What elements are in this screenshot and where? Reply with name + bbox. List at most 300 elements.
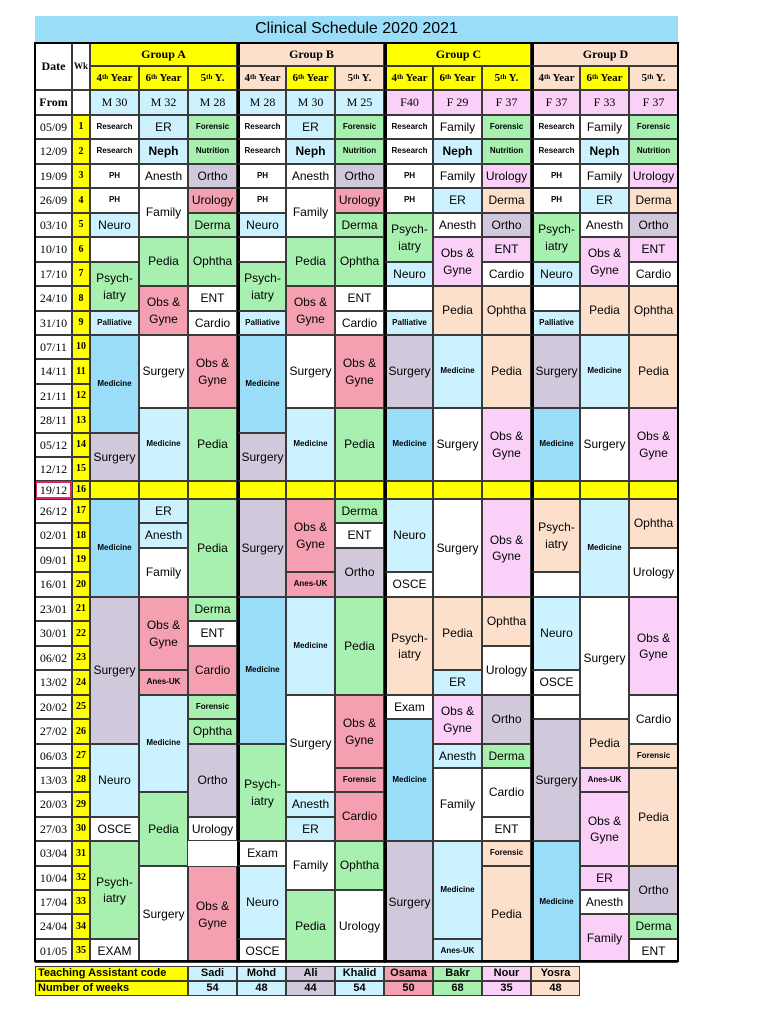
rotation-block: Surgery	[237, 499, 286, 597]
rotation-block: Family	[139, 188, 188, 237]
row-date: 13/02	[35, 670, 72, 695]
rotation-block: Medicine	[90, 499, 139, 597]
rotation-block: Obs & Gyne	[433, 237, 482, 286]
rotation-block: Research	[531, 139, 580, 164]
rotation-block: Palliative	[384, 311, 433, 335]
rotation-block: Research	[237, 139, 286, 164]
rotation-block: Family	[286, 188, 335, 237]
rotation-block: Medicine	[531, 841, 580, 963]
rotation-block: Obs & Gyne	[335, 335, 384, 408]
rotation-block: Nutrition	[482, 139, 531, 164]
rotation-block: Anesth	[580, 213, 629, 237]
row-date: 28/11	[35, 408, 72, 433]
row-week: 13	[72, 408, 90, 433]
row-week: 18	[72, 523, 90, 548]
row-week: 10	[72, 335, 90, 359]
rotation-block: Anesth	[433, 744, 482, 768]
rotation-block: Ophtha	[188, 237, 237, 286]
rotation-block: Pedia	[433, 597, 482, 670]
row-date: 31/10	[35, 311, 72, 335]
row-week: 20	[72, 572, 90, 597]
rotation-block: ENT	[335, 286, 384, 311]
rotation-block: Neuro	[384, 262, 433, 286]
rotation-block: Surgery	[531, 719, 580, 841]
rotation-block: Surgery	[580, 408, 629, 481]
rotation-block: Cardio	[188, 646, 237, 695]
rotation-block: Obs & Gyne	[188, 866, 237, 963]
rotation-block: Pedia	[482, 866, 531, 963]
student-count: M 28	[237, 90, 286, 115]
rotation-block: Derma	[629, 914, 678, 939]
rotation-block: Surgery	[433, 408, 482, 481]
year-header: 4 th Year	[384, 66, 433, 90]
year-header: 6 th Year	[580, 66, 629, 90]
row-week: 21	[72, 597, 90, 621]
rotation-block: Cardio	[482, 262, 531, 286]
rotation-block: Obs & Gyne	[286, 499, 335, 572]
holiday-bar	[384, 481, 433, 499]
group-header: Group A	[90, 42, 237, 66]
year-header: 6 th Year	[139, 66, 188, 90]
holiday-bar	[433, 481, 482, 499]
rotation-block: Forensic	[629, 115, 678, 139]
rotation-block: Pedia	[286, 237, 335, 286]
rotation-block: Neph	[433, 139, 482, 164]
rotation-block: Neuro	[531, 597, 580, 670]
rotation-block: Anesth	[580, 890, 629, 914]
student-count: M 28	[188, 90, 237, 115]
row-date: 16/01	[35, 572, 72, 597]
rotation-block: PH	[90, 164, 139, 188]
ta-code: Ali	[286, 966, 335, 981]
rotation-block: Research	[384, 115, 433, 139]
year-header: 5 th Y.	[335, 66, 384, 90]
rotation-block: ENT	[188, 286, 237, 311]
rotation-block: Ophtha	[482, 286, 531, 335]
row-week: 24	[72, 670, 90, 695]
year-header: 5 th Y.	[482, 66, 531, 90]
rotation-block: Urology	[188, 188, 237, 213]
rotation-block: Urology	[482, 646, 531, 695]
rotation-block: Derma	[188, 597, 237, 621]
ta-code: Yosra	[531, 966, 580, 981]
rotation-block: Research	[531, 115, 580, 139]
row-week: 32	[72, 866, 90, 890]
ta-weeks: 48	[237, 981, 286, 996]
rotation-block	[531, 286, 580, 311]
rotation-block: Psych- iatry	[90, 841, 139, 939]
row-week: 16	[72, 481, 90, 499]
holiday-bar	[237, 481, 286, 499]
student-count: F 37	[629, 90, 678, 115]
rotation-block: ENT	[629, 237, 678, 262]
row-week: 33	[72, 890, 90, 914]
rotation-block: Nutrition	[335, 139, 384, 164]
rotation-block: Ortho	[482, 695, 531, 744]
page-title: Clinical Schedule 2020 2021	[35, 16, 678, 42]
ta-weeks: 48	[531, 981, 580, 996]
holiday-bar	[482, 481, 531, 499]
rotation-block: ENT	[188, 621, 237, 646]
rotation-block: Forensic	[188, 115, 237, 139]
ta-code: Sadi	[188, 966, 237, 981]
year-header: 6 th Year	[433, 66, 482, 90]
rotation-block: Family	[433, 164, 482, 188]
row-date: 09/01	[35, 548, 72, 572]
rotation-block: Research	[384, 139, 433, 164]
ta-code: Nour	[482, 966, 531, 981]
rotation-block: ER	[286, 115, 335, 139]
rotation-block: Pedia	[580, 719, 629, 768]
row-date: 27/03	[35, 817, 72, 841]
rotation-block: Anes-UK	[139, 670, 188, 695]
rotation-block: Pedia	[335, 408, 384, 481]
rotation-block: Psych- iatry	[384, 597, 433, 695]
rotation-block: OSCE	[237, 939, 286, 963]
rotation-block: Surgery	[531, 335, 580, 408]
rotation-block: PH	[531, 164, 580, 188]
row-date: 10/10	[35, 237, 72, 262]
rotation-block: Neuro	[384, 499, 433, 572]
year-header: 6 th Year	[286, 66, 335, 90]
rotation-block: Ortho	[629, 213, 678, 237]
rotation-block: Anesth	[286, 792, 335, 817]
rotation-block: Anes-UK	[433, 939, 482, 963]
rotation-block: ER	[580, 866, 629, 890]
row-date: 19/12	[35, 481, 72, 499]
rotation-block: Family	[286, 841, 335, 890]
rotation-block: Surgery	[90, 433, 139, 481]
rotation-block: Family	[433, 768, 482, 841]
rotation-block: Surgery	[433, 499, 482, 597]
rotation-block: Surgery	[90, 597, 139, 744]
row-week: 26	[72, 719, 90, 744]
rotation-block: Medicine	[384, 719, 433, 841]
rotation-block: Pedia	[139, 792, 188, 866]
rotation-block	[531, 695, 580, 719]
rotation-block: PH	[531, 188, 580, 213]
row-date: 23/01	[35, 597, 72, 621]
row-week: 28	[72, 768, 90, 792]
rotation-block: Ortho	[335, 548, 384, 597]
rotation-block: Anes-UK	[286, 572, 335, 597]
rotation-block: ENT	[482, 237, 531, 262]
row-date: 26/12	[35, 499, 72, 523]
row-date: 17/10	[35, 262, 72, 286]
rotation-block: Forensic	[629, 744, 678, 768]
row-date: 14/11	[35, 359, 72, 384]
rotation-block: Obs & Gyne	[580, 237, 629, 286]
rotation-block: Medicine	[580, 499, 629, 597]
student-count: F 37	[531, 90, 580, 115]
rotation-block: Medicine	[531, 408, 580, 481]
holiday-bar	[629, 481, 678, 499]
rotation-block: Cardio	[335, 311, 384, 335]
rotation-block: Obs & Gyne	[139, 597, 188, 670]
rotation-block: Family	[580, 115, 629, 139]
row-date: 26/09	[35, 188, 72, 213]
holiday-bar	[580, 481, 629, 499]
rotation-block: PH	[237, 188, 286, 213]
rotation-block: Pedia	[629, 335, 678, 408]
row-week: 5	[72, 213, 90, 237]
rotation-block: Psych- iatry	[384, 213, 433, 262]
rotation-block: Medicine	[139, 408, 188, 481]
row-date: 24/04	[35, 914, 72, 939]
rotation-block: Anesth	[286, 164, 335, 188]
rotation-block: Ortho	[335, 164, 384, 188]
rotation-block: Medicine	[433, 841, 482, 939]
rotation-block: OSCE	[384, 572, 433, 597]
rotation-block: Obs & Gyne	[188, 335, 237, 408]
rotation-block: Forensic	[482, 115, 531, 139]
rotation-block: Obs & Gyne	[580, 792, 629, 866]
rotation-block: ENT	[335, 523, 384, 548]
rotation-block: Surgery	[237, 433, 286, 481]
rotation-block: Medicine	[237, 597, 286, 744]
rotation-block: Ophtha	[629, 499, 678, 548]
rotation-block: Urology	[629, 164, 678, 188]
rotation-block: Palliative	[531, 311, 580, 335]
rotation-block: Family	[580, 164, 629, 188]
row-week: 3	[72, 164, 90, 188]
row-date: 06/03	[35, 744, 72, 768]
row-date: 01/05	[35, 939, 72, 963]
rotation-block: Exam	[384, 695, 433, 719]
rotation-block: Neph	[580, 139, 629, 164]
rotation-block: Surgery	[384, 841, 433, 963]
rotation-block: Ortho	[188, 744, 237, 817]
rotation-block: Ophtha	[482, 597, 531, 646]
rotation-block: Research	[237, 115, 286, 139]
rotation-block: ER	[433, 670, 482, 695]
rotation-block: Cardio	[629, 695, 678, 744]
from-label: From	[35, 90, 72, 115]
rotation-block: Obs & Gyne	[629, 597, 678, 695]
rotation-block: Obs & Gyne	[433, 695, 482, 744]
row-week: 31	[72, 841, 90, 866]
ta-weeks: 68	[433, 981, 482, 996]
rotation-block: Forensic	[335, 115, 384, 139]
rotation-block: OSCE	[90, 817, 139, 841]
rotation-block: Pedia	[188, 499, 237, 597]
holiday-bar	[188, 481, 237, 499]
row-date: 05/09	[35, 115, 72, 139]
rotation-block: Pedia	[433, 286, 482, 335]
row-date: 02/01	[35, 523, 72, 548]
student-count: M 30	[90, 90, 139, 115]
rotation-block: Palliative	[90, 311, 139, 335]
rotation-block: Cardio	[482, 768, 531, 817]
ta-weeks: 54	[335, 981, 384, 996]
rotation-block: Forensic	[335, 768, 384, 792]
rotation-block: Urology	[188, 817, 237, 841]
rotation-block: Surgery	[139, 335, 188, 408]
rotation-block: Ortho	[188, 164, 237, 188]
rotation-block: Family	[580, 914, 629, 963]
rotation-block: Pedia	[188, 408, 237, 481]
wk-header: Wk	[72, 42, 90, 90]
student-count: F 29	[433, 90, 482, 115]
holiday-bar	[335, 481, 384, 499]
rotation-block	[531, 572, 580, 597]
year-header: 4 th Year	[531, 66, 580, 90]
rotation-block: OSCE	[531, 670, 580, 695]
rotation-block: Anes-UK	[580, 768, 629, 792]
ta-weeks: 50	[384, 981, 433, 996]
row-date: 21/11	[35, 384, 72, 408]
row-date: 20/02	[35, 695, 72, 719]
rotation-block: Derma	[482, 744, 531, 768]
rotation-block: Obs & Gyne	[335, 695, 384, 768]
rotation-block: Research	[90, 139, 139, 164]
rotation-block: Pedia	[629, 768, 678, 866]
rotation-block: Derma	[335, 213, 384, 237]
holiday-bar	[286, 481, 335, 499]
ta-code: Osama	[384, 966, 433, 981]
rotation-block: ER	[580, 188, 629, 213]
rotation-block: Exam	[237, 841, 286, 866]
row-date: 19/09	[35, 164, 72, 188]
rotation-block: Cardio	[335, 792, 384, 841]
rotation-block: ENT	[629, 939, 678, 963]
row-date: 12/09	[35, 139, 72, 164]
rotation-block: Obs & Gyne	[482, 408, 531, 481]
row-date: 30/01	[35, 621, 72, 646]
student-count: M 30	[286, 90, 335, 115]
row-week: 8	[72, 286, 90, 311]
row-week: 9	[72, 311, 90, 335]
row-week: 6	[72, 237, 90, 262]
row-date: 06/02	[35, 646, 72, 670]
rotation-block: Nutrition	[188, 139, 237, 164]
student-count: M 25	[335, 90, 384, 115]
rotation-block: Anesth	[139, 164, 188, 188]
row-date: 07/11	[35, 335, 72, 359]
rotation-block: Surgery	[286, 335, 335, 408]
rotation-block: PH	[90, 188, 139, 213]
rotation-block: Surgery	[139, 866, 188, 963]
ta-weeks: 35	[482, 981, 531, 996]
row-week: 12	[72, 384, 90, 408]
row-date: 05/12	[35, 433, 72, 457]
rotation-block: Medicine	[384, 408, 433, 481]
rotation-block: ER	[286, 817, 335, 841]
group-header: Group D	[531, 42, 678, 66]
rotation-block: Palliative	[237, 311, 286, 335]
rotation-block: Ortho	[629, 866, 678, 914]
ta-code: Khalid	[335, 966, 384, 981]
rotation-block: Ortho	[482, 213, 531, 237]
row-week: 29	[72, 792, 90, 817]
rotation-block: Derma	[629, 188, 678, 213]
row-week: 34	[72, 914, 90, 939]
rotation-block: Urology	[482, 164, 531, 188]
rotation-block: Urology	[335, 890, 384, 963]
row-date: 12/12	[35, 457, 72, 481]
rotation-block: Derma	[335, 499, 384, 523]
rotation-block: Neuro	[531, 262, 580, 286]
rotation-block: Ophtha	[335, 841, 384, 890]
holiday-bar	[90, 481, 139, 499]
rotation-block: Ophtha	[629, 286, 678, 335]
row-week: 11	[72, 359, 90, 384]
rotation-block: Psych- iatry	[531, 499, 580, 572]
rotation-block: Neuro	[237, 866, 286, 939]
rotation-block: EXAM	[90, 939, 139, 963]
rotation-block: Surgery	[384, 335, 433, 408]
row-date: 03/04	[35, 841, 72, 866]
row-date: 24/10	[35, 286, 72, 311]
ta-code-label: Teaching Assistant code	[35, 966, 188, 981]
holiday-bar	[531, 481, 580, 499]
rotation-block: Nutrition	[629, 139, 678, 164]
rotation-block: Psych- iatry	[237, 744, 286, 841]
row-week: 7	[72, 262, 90, 286]
rotation-block: Psych- iatry	[90, 262, 139, 311]
rotation-block: Pedia	[580, 286, 629, 335]
rotation-block: PH	[237, 164, 286, 188]
student-count: F 37	[482, 90, 531, 115]
row-week: 30	[72, 817, 90, 841]
rotation-block: Obs & Gyne	[482, 499, 531, 597]
rotation-block: Neph	[286, 139, 335, 164]
rotation-block: Medicine	[286, 597, 335, 695]
row-week: 1	[72, 115, 90, 139]
rotation-block: Obs & Gyne	[286, 286, 335, 335]
rotation-block: PH	[384, 188, 433, 213]
rotation-block: Pedia	[335, 597, 384, 695]
rotation-block: Medicine	[237, 335, 286, 433]
rotation-block: Forensic	[188, 695, 237, 719]
rotation-block: Neuro	[90, 213, 139, 237]
rotation-block: Forensic	[482, 841, 531, 866]
ta-code: Bakr	[433, 966, 482, 981]
rotation-block: Urology	[335, 188, 384, 213]
row-date: 13/03	[35, 768, 72, 792]
rotation-block: Ophtha	[335, 237, 384, 286]
rotation-block: Psych- iatry	[531, 213, 580, 262]
rotation-block: Cardio	[629, 262, 678, 286]
row-week: 22	[72, 621, 90, 646]
rotation-block: Obs & Gyne	[139, 286, 188, 335]
row-week: 15	[72, 457, 90, 481]
rotation-block: Derma	[188, 213, 237, 237]
row-week: 27	[72, 744, 90, 768]
group-header: Group B	[237, 42, 384, 66]
row-week: 23	[72, 646, 90, 670]
ta-code: Mohd	[237, 966, 286, 981]
rotation-block: Pedia	[286, 890, 335, 963]
row-week: 25	[72, 695, 90, 719]
rotation-block: Medicine	[90, 335, 139, 433]
rotation-block: PH	[384, 164, 433, 188]
rotation-block: Anesth	[433, 213, 482, 237]
rotation-block: Obs & Gyne	[629, 408, 678, 481]
ta-weeks: 54	[188, 981, 237, 996]
year-header: 5 th Y.	[629, 66, 678, 90]
row-date: 03/10	[35, 213, 72, 237]
rotation-block: Pedia	[482, 335, 531, 408]
row-date: 17/04	[35, 890, 72, 914]
rotation-block: Anesth	[139, 523, 188, 548]
rotation-block: Surgery	[286, 695, 335, 792]
rotation-block: Medicine	[139, 695, 188, 792]
date-header: Date	[35, 42, 72, 90]
rotation-block: Neuro	[90, 744, 139, 817]
rotation-block: Family	[433, 115, 482, 139]
row-week: 17	[72, 499, 90, 523]
